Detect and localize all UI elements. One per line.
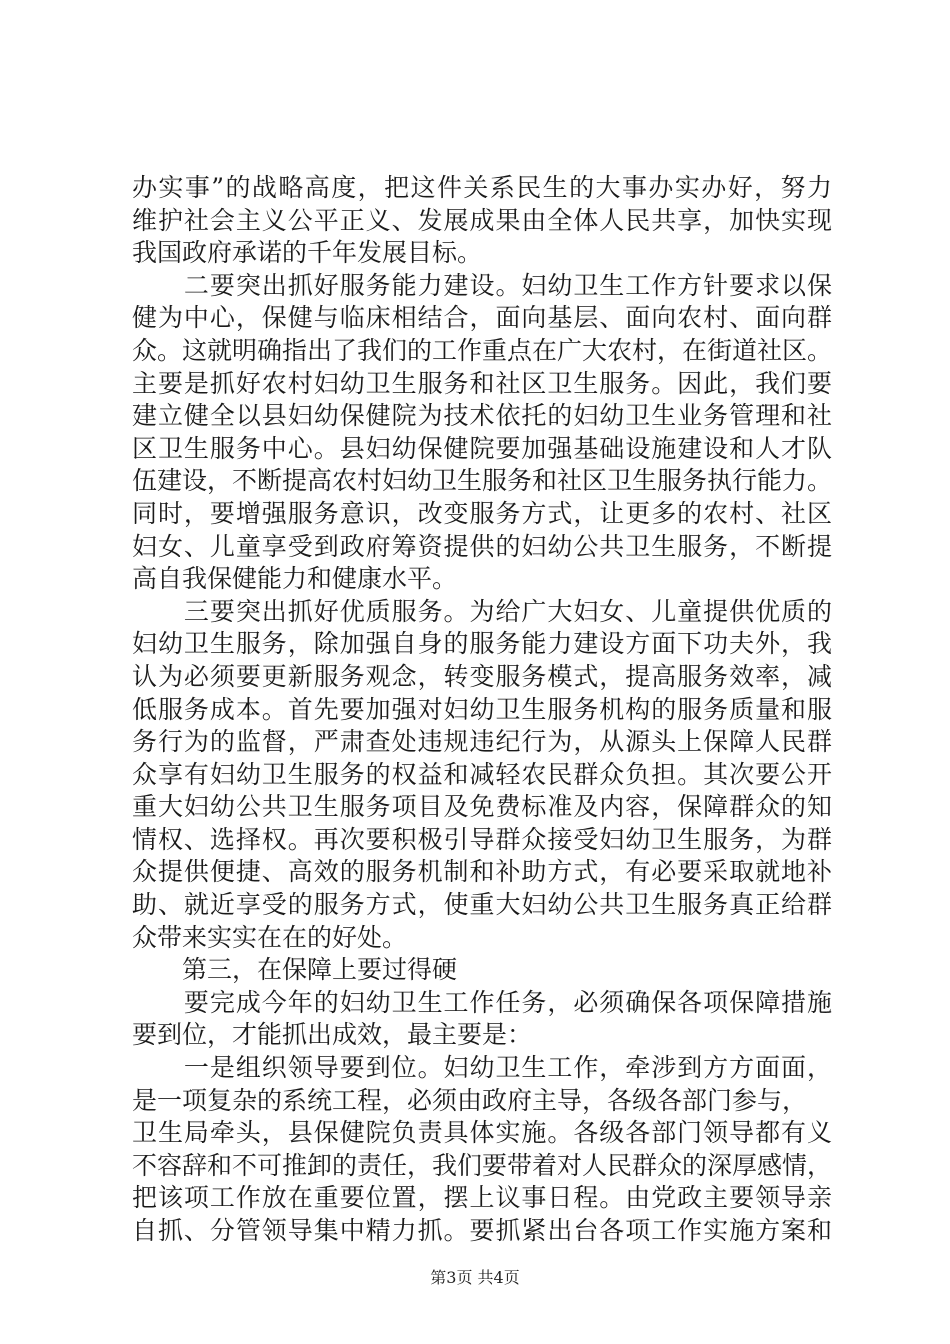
text-line: 不容辞和不可推卸的责任，我们要带着对人民群众的深厚感情， — [132, 1150, 833, 1180]
text-line: 第三，在保障上要过得硬 — [132, 955, 458, 985]
text-line: 主要是抓好农村妇幼卫生服务和社区卫生服务。因此，我们要 — [132, 368, 832, 398]
text-line: 维护社会主义公平正义、发展成果由全体人民共享，加快实现 — [132, 205, 832, 235]
text-line: 我国政府承诺的千年发展目标。 — [132, 238, 483, 268]
text-line: 健为中心，保健与临床相结合，面向基层、面向农村、面向群 — [132, 303, 832, 333]
text-line: 务行为的监督，严肃查处违规违纪行为，从源头上保障人民群 — [132, 727, 832, 757]
text-line: 区卫生服务中心。县妇幼保健院要加强基础设施建设和人才队 — [132, 433, 832, 463]
text-line: 三要突出抓好优质服务。为给广大妇女、儿童提供优质的 — [132, 596, 832, 626]
text-line: 建立健全以县妇幼保健院为技术依托的妇幼卫生业务管理和社 — [132, 401, 832, 431]
text-line: 卫生局牵头，县保健院负责具体实施。各级各部门领导都有义 — [132, 1118, 832, 1148]
text-line: 二要突出抓好服务能力建设。妇幼卫生工作方针要求以保 — [132, 270, 832, 300]
text-line: 是一项复杂的系统工程，必须由政府主导，各级各部门参与， — [132, 1085, 808, 1115]
text-line: 要到位，才能抓出成效，最主要是： — [132, 1020, 533, 1050]
text-line: 同时，要增强服务意识，改变服务方式，让更多的农村、社区 — [132, 498, 832, 528]
text-line: 重大妇幼公共卫生服务项目及免费标准及内容，保障群众的知 — [132, 792, 832, 822]
text-line: 一是组织领导要到位。妇幼卫生工作，牵涉到方方面面， — [132, 1053, 832, 1083]
page-footer: 第3页 共4页 — [430, 1268, 520, 1287]
text-line: 把该项工作放在重要位置，摆上议事日程。由党政主要领导亲 — [132, 1183, 832, 1213]
text-line: 众。这就明确指出了我们的工作重点在广大农村，在街道社区。 — [132, 335, 833, 365]
text-line: 办实事”的战略高度，把这件关系民生的大事办实办好，努力 — [132, 173, 832, 202]
text-line: 高自我保健能力和健康水平。 — [132, 564, 458, 594]
text-line: 众带来实实在在的好处。 — [132, 922, 408, 952]
text-line: 要完成今年的妇幼卫生工作任务，必须确保各项保障措施 — [132, 987, 832, 1017]
text-line: 情权、选择权。再次要积极引导群众接受妇幼卫生服务，为群 — [132, 824, 832, 854]
text-line: 妇幼卫生服务，除加强自身的服务能力建设方面下功夫外，我 — [132, 629, 832, 659]
text-line: 自抓、分管领导集中精力抓。要抓紧出台各项工作实施方案和 — [132, 1216, 832, 1245]
body-text — [132, 172, 832, 1248]
text-line: 低服务成本。首先要加强对妇幼卫生服务机构的服务质量和服 — [132, 694, 832, 724]
text-line: 妇女、儿童享受到政府筹资提供的妇幼公共卫生服务，不断提 — [132, 531, 832, 561]
text-line: 认为必须要更新服务观念，转变服务模式，提高服务效率，减 — [132, 661, 832, 691]
text-line: 伍建设，不断提高农村妇幼卫生服务和社区卫生服务执行能力。 — [132, 466, 833, 496]
text-line: 众提供便捷、高效的服务机制和补助方式，有必要采取就地补 — [132, 857, 832, 887]
text-line: 助、就近享受的服务方式，使重大妇幼公共卫生服务真正给群 — [132, 890, 832, 920]
text-line: 众享有妇幼卫生服务的权益和减轻农民群众负担。其次要公开 — [132, 759, 832, 789]
